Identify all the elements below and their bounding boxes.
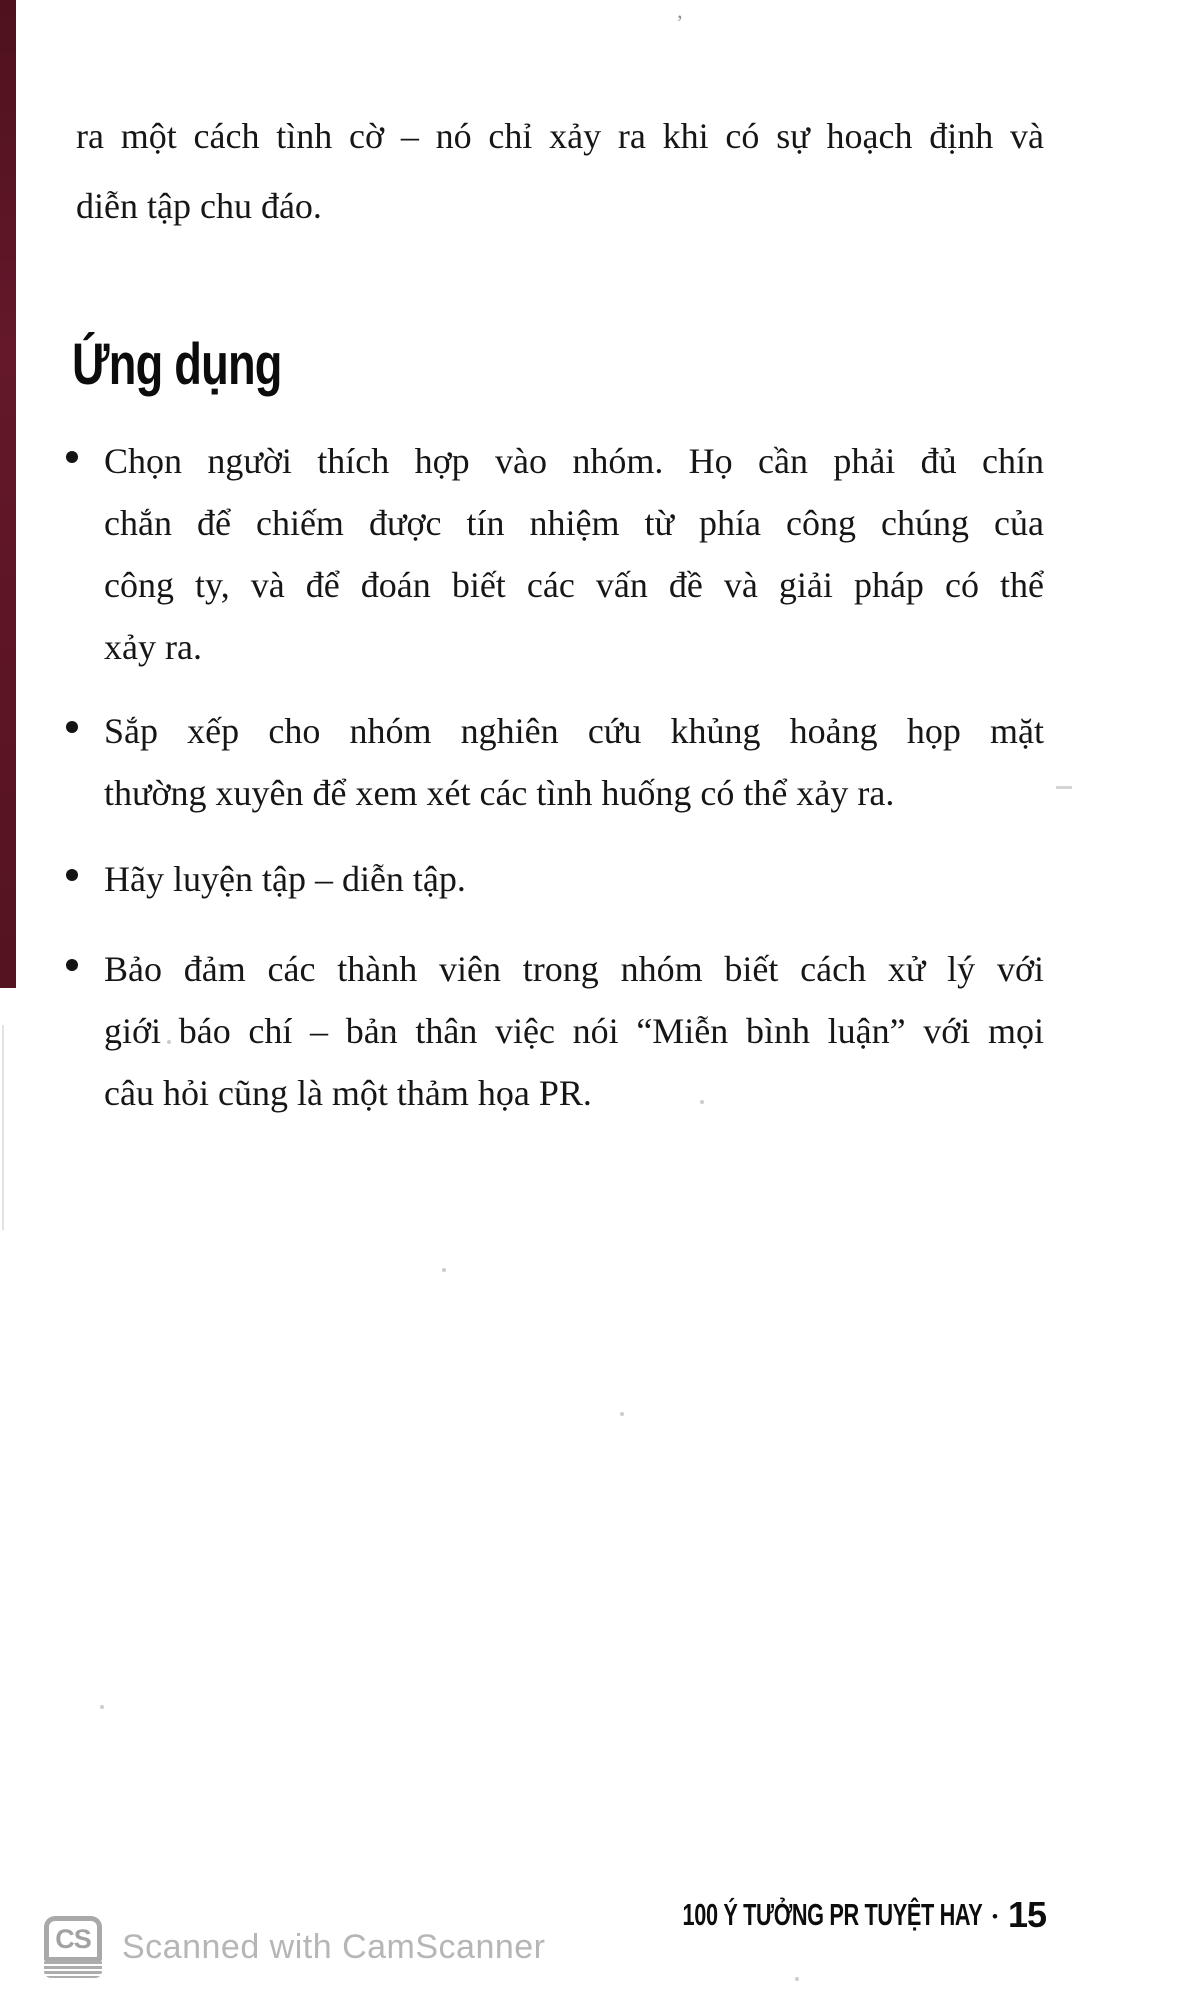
bullet-item xyxy=(66,430,1044,678)
scan-speck xyxy=(100,1705,104,1709)
bullet-text xyxy=(104,700,1044,824)
bullet-text xyxy=(104,848,1044,910)
cs-logo-base xyxy=(44,1961,102,1978)
bullet-item xyxy=(66,938,1044,1124)
intro-line: ra một cách tình cờ – nó chỉ xảy ra khi có sự hoạch định và xyxy=(76,116,1044,156)
bullet-text xyxy=(104,938,1044,1124)
bullet-dot-icon xyxy=(66,959,78,971)
cs-logo-letters: CS xyxy=(44,1916,102,1962)
bullet-text xyxy=(104,430,1044,678)
scan-speck xyxy=(620,1412,624,1416)
bullet-line: chắn để chiếm được tín nhiệm từ phía công chúng của xyxy=(104,503,1044,543)
bullet-line: câu hỏi cũng là một thảm họa PR. xyxy=(104,1073,592,1113)
bullet-line: Hãy luyện tập – diễn tập. xyxy=(104,859,466,899)
bullet-line: thường xuyên để xem xét các tình huống có thể xảy ra. xyxy=(104,773,895,813)
intro-paragraph xyxy=(76,101,1044,241)
section-heading: Ứng dụng xyxy=(72,332,282,397)
scan-speck xyxy=(795,1977,799,1981)
page-footer xyxy=(554,1894,1046,1936)
scan-speck: ’ xyxy=(676,10,684,35)
bullet-line: Chọn người thích hợp vào nhóm. Họ cần phải đủ chín xyxy=(104,441,1044,481)
bullet-item xyxy=(66,700,1044,824)
book-title: 100 Ý TƯỞNG PR TUYỆT HAY xyxy=(682,1897,982,1932)
bullet-line: Bảo đảm các thành viên trong nhóm biết cách xử lý với xyxy=(104,949,1044,989)
bullet-dot-icon xyxy=(66,721,78,733)
bullet-line: công ty, và để đoán biết các vấn đề và giải pháp có thể xyxy=(104,565,1044,605)
scan-speck xyxy=(700,1100,704,1104)
page-number: 15 xyxy=(1007,1894,1046,1935)
scan-speck xyxy=(442,1268,446,1272)
bullet-line: giới báo chí – bản thân việc nói “Miễn bình luận” với mọi xyxy=(104,1011,1044,1051)
camscanner-logo-icon xyxy=(44,1916,102,1978)
bullet-line: Sắp xếp cho nhóm nghiên cứu khủng hoảng họp mặt xyxy=(104,711,1044,751)
scan-speck xyxy=(1056,786,1072,789)
scan-edge-line xyxy=(2,1025,4,1230)
bullet-dot-icon xyxy=(66,451,78,463)
bullet-line: xảy ra. xyxy=(104,627,202,667)
bullet-dot-icon xyxy=(66,869,78,881)
footer-separator-icon: • xyxy=(992,1907,998,1926)
watermark-label: Scanned with CamScanner xyxy=(122,1927,546,1966)
intro-line: diễn tập chu đáo. xyxy=(76,186,322,226)
scan-speck xyxy=(167,1040,171,1044)
bullet-item xyxy=(66,848,1044,910)
book-spine-strip xyxy=(0,0,16,988)
camscanner-watermark xyxy=(44,1916,546,1978)
scan-speck xyxy=(390,1032,394,1036)
